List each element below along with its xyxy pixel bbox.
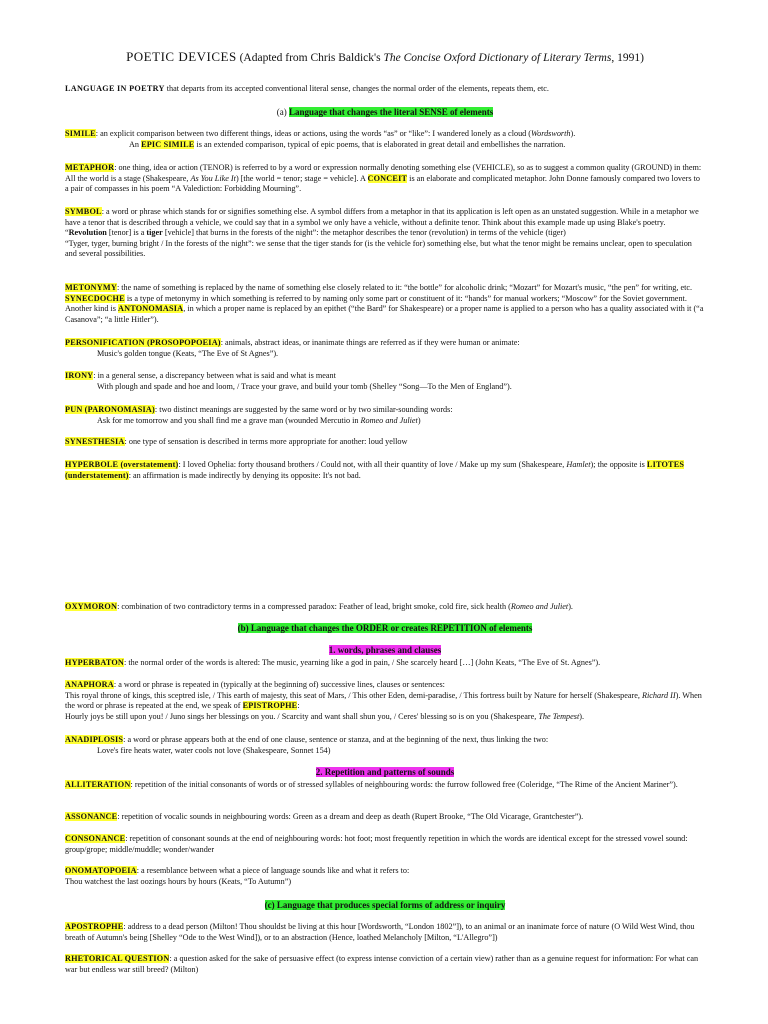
entry-metaphor: METAPHOR: one thing, idea or action (TENOR) is referred to by a word or expression normally denoting something else (VEHICLE), so as to suggest a common quality (GROUND) in them: All the world is a stage (Shakespeare, As You Like It) [the world = tenor; stage = vehicle]. A CONCEIT is an elaborate and complicated metaphor. John Donne famously compared two lovers to a pair of compasses in his poem “A Valediction: Forbidding Mourning”.	[65, 163, 702, 194]
epistrophe-example: Hourly joys be still upon you! / Juno sings her blessings on you. / Scarcity and want shall shun you, / Ceres' blessing so is on you (Shakespeare, The Tempest).	[65, 711, 585, 721]
intro-paragraph: LANGUAGE IN POETRY that departs from its accepted conventional literal sense, changes the normal order of the elements, repeats them, etc.	[65, 84, 549, 93]
entry-irony: IRONY: in a general sense, a discrepancy between what is said and what is meant With plough and spade and hoe and loom, / Trace your grave, and build your tomb (Shelley “Song—To the Men of England”).	[65, 371, 512, 391]
entry-apostrophe: APOSTROPHE: address to a dead person (Milton! Thou shouldst be living at this hour [Wordsworth, “London 1802”]), to an animal or an inanimate force of nature (O Wild West Wind, thou breath of Autumn's being [Shelley “Ode to the West Wind]), or to an abstraction (Hence, loathed Melancholy [Milton, “L'Allegro”])	[65, 922, 695, 942]
anaphora-example: This royal throne of kings, this sceptred isle, / This earth of majesty, this seat of Mars, / This other Eden, demi-paradise, / This fortress built by Nature for herself (Shakespeare, Richard II). When the word or phrase is repeated at the end, we speak of EPISTROPHE:	[65, 690, 702, 711]
entry-consonance: CONSONANCE: repetition of consonant sounds at the end of neighbouring words: hot foot; most frequently repetition in which the words are identical except for the stressed vowel sound: group/grope; middle/muddle; wonder/wander	[65, 834, 688, 854]
entry-personification: PERSONIFICATION (PROSOPOPOEIA): animals, abstract ideas, or inanimate things are referred as if they were human or animate: Music's golden tongue (Keats, “The Eve of St Agnes”).	[65, 338, 520, 358]
section-c-heading: (c) Language that produces special forms of address or inquiry	[264, 900, 506, 910]
symbol-example-2: “Tyger, tyger, burning bright / In the forests of the night”: we sense that the tiger stands for (is the vehicle for) something else, but what the tenor might be remains unclear, open to speculation and several possibilities.	[65, 238, 692, 259]
entry-hyperbole: HYPERBOLE (overstatement): I loved Ophelia: forty thousand brothers / Could not, with all their quantity of love / Make up my sum (Shakespeare, Hamlet); the opposite is LITOTES (understatement): an affirmation is made indirectly by denying its opposite: It's not bad.	[65, 460, 685, 480]
subsection-2-heading: 2. Repetition and patterns of sounds	[315, 767, 455, 777]
entry-anaphora: ANAPHORA: a word or phrase is repeated in (typically at the beginning of) successive lines, clauses or sentences: This royal throne of kings, this sceptred isle, / This earth of majesty, this seat of Mars, / This other Eden, demi-paradise, / This fortress built by Nature for herself (Shakespeare, Richard II). When the word or phrase is repeated at the end, we speak of EPISTROPHE: Hourly joys be still upon you! / Juno sings her blessings on you. / Scarcity and want shall shun you, / Ceres' blessing so is on you (Shakespeare, The Tempest).	[65, 680, 705, 722]
section-a-heading: (a) Language that changes the literal SENSE of elements	[276, 107, 494, 117]
entry-assonance: ASSONANCE: repetition of vocalic sounds in neighbouring words: Green as a dream and deep as death (Rupert Brooke, “The Old Vicarage, Grantchester”).	[65, 812, 584, 821]
page-title: POETIC DEVICES (Adapted from Chris Baldick's The Concise Oxford Dictionary of Literary Terms, 1991)	[126, 49, 644, 64]
entry-synesthesia: SYNESTHESIA: one type of sensation is described in terms more appropriate for another: loud yellow	[65, 437, 408, 446]
section-b-heading: (b) Language that changes the ORDER or creates REPETITION of elements	[237, 623, 533, 633]
entry-oxymoron: OXYMORON: combination of two contradictory terms in a compressed paradox: Feather of lead, bright smoke, cold fire, sick health (Romeo and Juliet).	[65, 602, 573, 611]
entry-alliteration: ALLITERATION: repetition of the initial consonants of words or of stressed syllables of neighbouring words: the furrow followed free (Coleridge, “The Rime of the Ancient Mariner”).	[65, 780, 678, 789]
entry-symbol: SYMBOL: a word or phrase which stands for or signifies something else. A symbol differs from a metaphor in that its application is left open as an unstated suggestion. While in a metaphor we have a tenor that is described through a vehicle, we could say that in a symbol we only have a vehicle, without a definite tenor. Think about this example made up using Blake's poetry. “Revolution [tenor] is a tiger [vehicle] that burns in the forests of the night”: the metaphor describes the tenor (revolution) in terms of the vehicle (tiger) “Tyger, tyger, burning bright / In the forests of the night”: we sense that the tiger stands for (is the vehicle for) something else, but what the tenor might be remains unclear, open to speculation and several possibilities.	[65, 207, 705, 260]
symbol-example-1: “Revolution [tenor] is a tiger [vehicle] that burns in the forests of the night”: the metaphor describes the tenor (revolution) in terms of the vehicle (tiger)	[65, 228, 566, 238]
subsection-1-heading: 1. words, phrases and clauses	[328, 645, 442, 655]
entry-anadiplosis: ANADIPLOSIS: a word or phrase appears both at the end of one clause, sentence or stanza, and at the beginning of the next, thus linking the two: Love's fire heats water, water cools not love (Shakespeare, Sonnet 154)	[65, 735, 549, 755]
entry-rhetorical-question: RHETORICAL QUESTION: a question asked for the sake of persuasive effect (to express intense conviction of a certain view) rather than as a genuine request for information: For what can war but endless war still breed? (Milton)	[65, 954, 699, 974]
epic-simile-line: An EPIC SIMILE is an extended comparison, typical of epic poems, that is elaborated in great detail and embellishes the narration.	[129, 139, 566, 149]
entry-pun: PUN (PARONOMASIA): two distinct meanings are suggested by the same word or by two similar-sounding words: Ask for me tomorrow and you shall find me a grave man (wounded Mercutio in Romeo and Juliet)	[65, 405, 453, 425]
entry-simile: SIMILE: an explicit comparison between two different things, ideas or actions, using the words “as” or “like”: I wandered lonely as a cloud (Wordsworth). An EPIC SIMILE is an extended comparison, typical of epic poems, that is elaborated in great detail and embellishes the narration.	[65, 129, 705, 150]
entry-metonymy: METONYMY: the name of something is replaced by the name of something else closely related to it: “the bottle” for alcoholic drink; “Mozart” for Mozart's music, “the pen” for writing, etc. SYNECDOCHE is a type of metonymy in which something is referred to by naming only some part or constituent of it: “hands” for manual workers; “Moscow” for the Soviet government. Another kind is ANTONOMASIA, in which a proper name is replaced by an epithet (“the Bard” for Shakespeare) or a proper name is applied to a person who has a quality associated with it (“a Casanova”; “a little Hitler”).	[65, 283, 704, 324]
entry-hyperbaton: HYPERBATON: the normal order of the words is altered: The music, yearning like a god in pain, / She scarcely heard […] (John Keats, “The Eve of St. Agnes”).	[65, 658, 601, 667]
entry-onomatopoeia: ONOMATOPOEIA: a resemblance between what a piece of language sounds like and what it refers to: Thou watchest the last oozings hours by hours (Keats, “To Autumn”)	[65, 866, 410, 886]
